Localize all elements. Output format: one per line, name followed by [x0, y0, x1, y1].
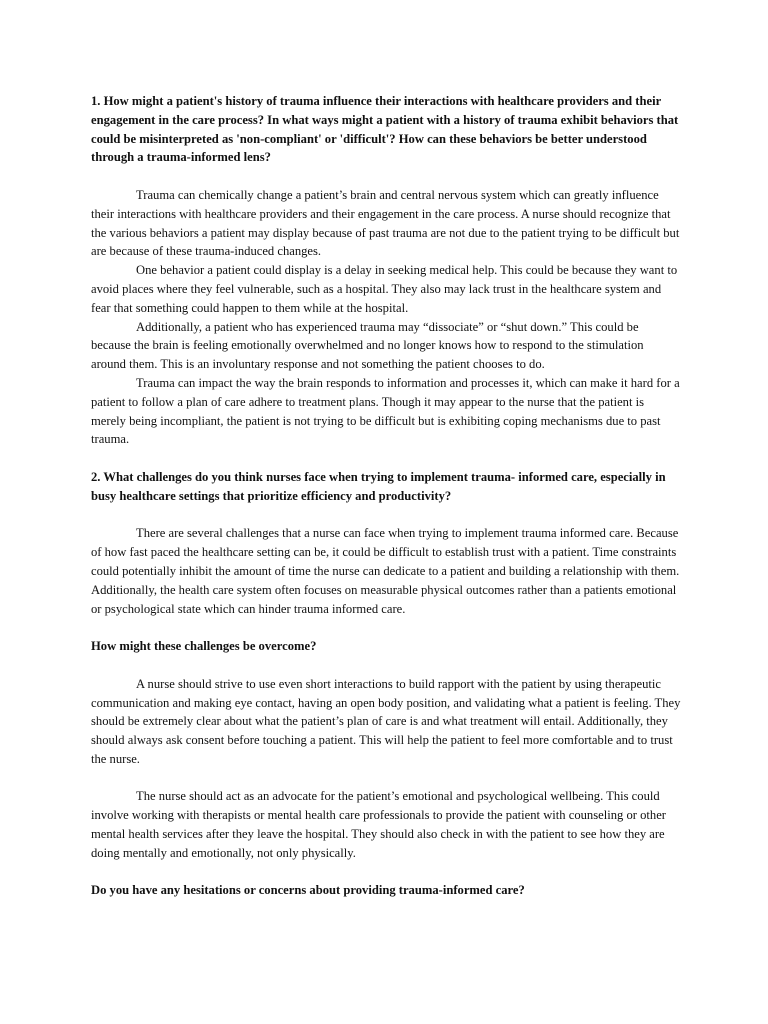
spacer: [91, 618, 681, 637]
question-1-heading: 1. How might a patient's history of trauma influence their interactions with healthcare providers and their engagement in the care process? In what ways might a patient with a history of trauma exhibit behaviors that could be misinterpreted as 'non-compliant' or 'difficult'? How can these behaviors be better understood through a trauma-informed lens?: [91, 94, 679, 165]
question-4-heading: Do you have any hesitations or concerns about providing trauma-informed care?: [91, 883, 525, 898]
question-2-heading: 2. What challenges do you think nurses face when trying to implement trauma- informed care, especially in busy healthcare settings that prioritize efficiency and productivity?: [91, 469, 666, 503]
answer-2-paragraph: There are several challenges that a nurse can face when trying to implement trauma informed care. Because of how fast paced the healthcare setting can be, it could be difficult to establish trust with a patient. Time constraints could potentially inhibit the amount of time the nurse can dedicate to a patient and building a relationship with them. Additionally, the health care system often focuses on measurable physical outcomes rather than a patients emotional or psychological state which can hinder trauma informed care.: [91, 526, 680, 616]
spacer: [91, 167, 681, 186]
answer-1-paragraph-3: Additionally, a patient who has experienced trauma may “dissociate” or “shut down.” This could be because the brain is feeling emotionally overwhelmed and no longer knows how to respond to the stimulation around them. This is an involuntary response and not something the patient chooses to do.: [91, 319, 644, 372]
answer-3-paragraph-2: The nurse should act as an advocate for the patient’s emotional and psychological wellbeing. This could involve working with therapists or mental health care professionals to provide the patient with counseling or other mental health services after they leave the hospital. They should also check in with the patient to see how they are doing mentally and emotionally, not only physically.: [91, 789, 666, 860]
question-3-heading: How might these challenges be overcome?: [91, 639, 317, 654]
spacer: [91, 769, 681, 788]
spacer: [91, 449, 681, 468]
answer-1-paragraph-2: One behavior a patient could display is a delay in seeking medical help. This could be because they want to avoid places where they feel vulnerable, such as a hospital. They also may lack trust in the healthcare system and fear that something could happen to them while at the hospital.: [91, 263, 678, 315]
spacer: [91, 863, 681, 882]
spacer: [91, 506, 681, 525]
answer-3-paragraph-1: A nurse should strive to use even short interactions to build rapport with the patient by using therapeutic communication and making eye contact, having an open body position, and validating what a patient is feeling. They should be extremely clear about what the patient’s plan of care is and what treatment will entail. Additionally, they should always ask consent before touching a patient. This will help the patient to feel more comfortable and to trust the nurse.: [91, 676, 681, 766]
answer-1-paragraph-1: Trauma can chemically change a patient’s brain and central nervous system which can greatly influence their interactions with healthcare providers and their engagement in the care process. A nurse should recognize that the various behaviors a patient may display because of past trauma are not due to the patient trying to be difficult but are because of these trauma-induced changes.: [91, 187, 680, 259]
spacer: [91, 656, 681, 675]
answer-1-paragraph-4: Trauma can impact the way the brain responds to information and processes it, which can make it hard for a patient to follow a plan of care adhere to treatment plans. Though it may appear to the nurse that the patient is merely being incompliant, the patient is not trying to be difficult but is exhibiting coping mechanisms due to past trauma.: [91, 375, 680, 447]
document-page: [91, 92, 681, 900]
